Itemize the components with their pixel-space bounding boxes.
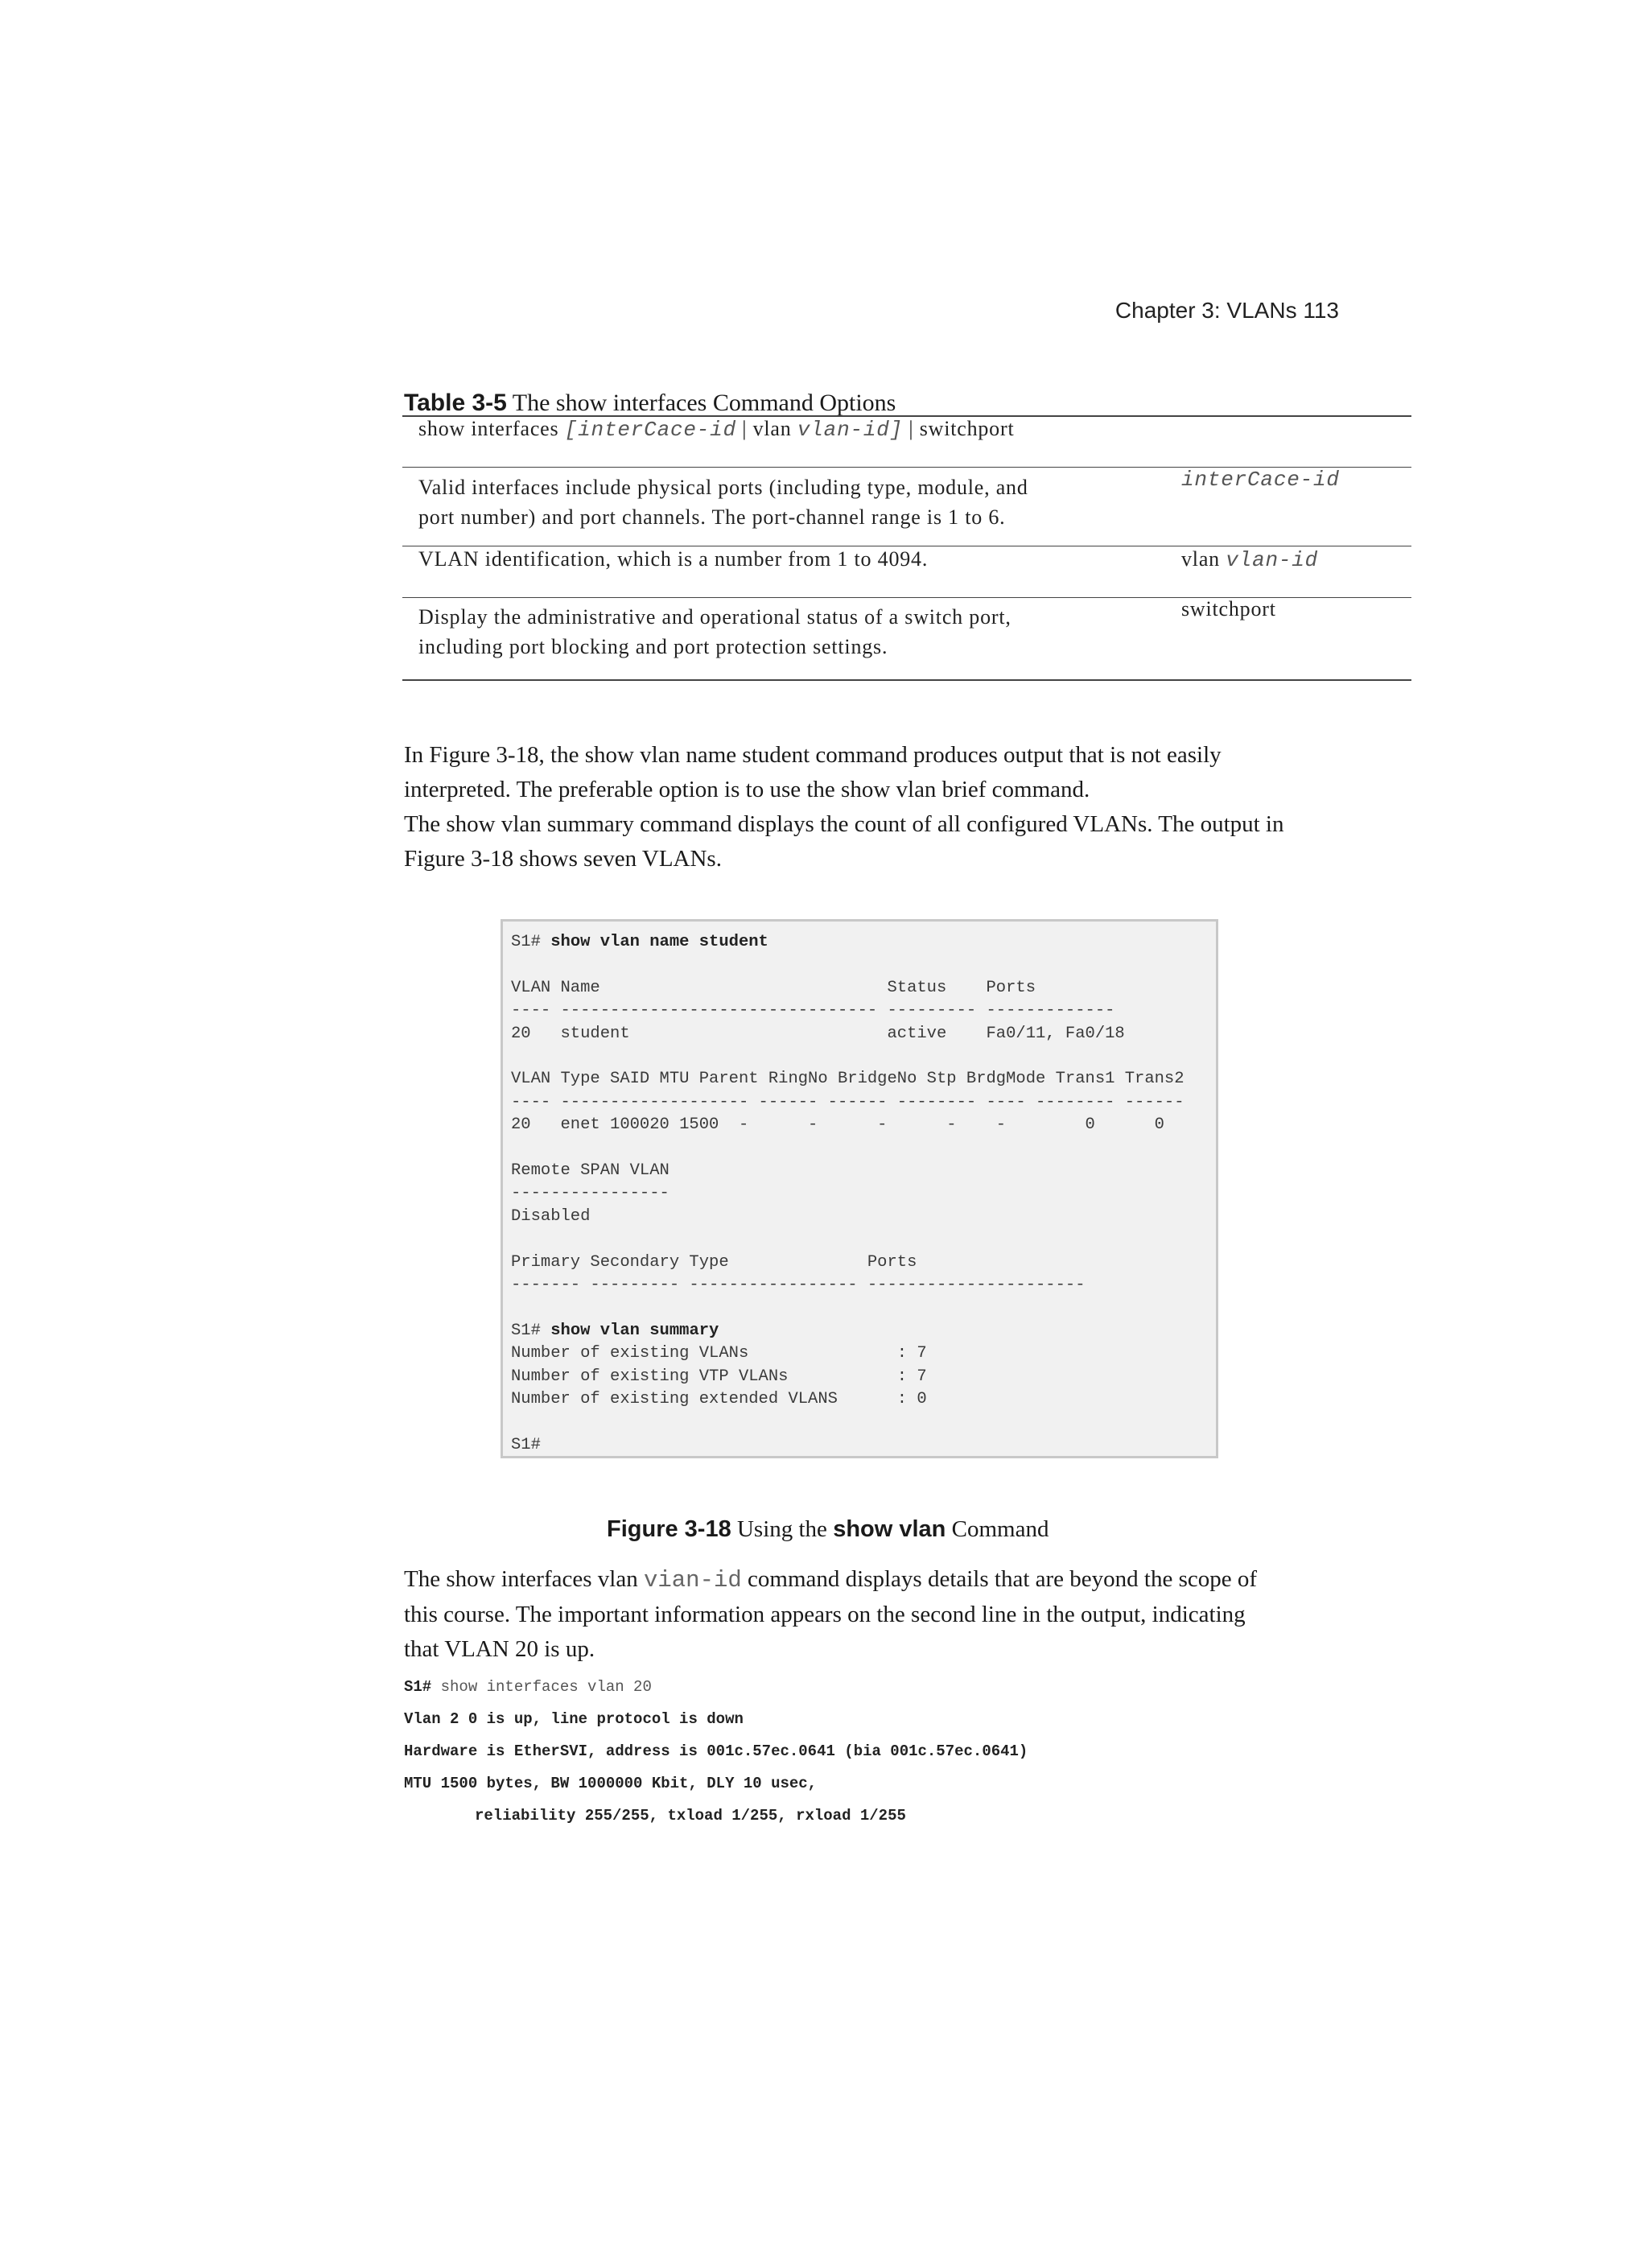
table-bottom-rule xyxy=(402,679,1411,681)
paragraph-line xyxy=(404,1562,1362,1598)
option-part: vlan-id xyxy=(1226,548,1319,572)
paragraph-line: interpreted. The preferable option is to use the show vlan brief command. xyxy=(404,777,1090,802)
syntax-part: vlan-id] xyxy=(797,418,904,442)
terminal-text xyxy=(503,922,1216,1457)
code-line: reliability 255/255, txload 1/255, rxload 1/255 xyxy=(475,1807,906,1825)
paragraph-line: that VLAN 20 is up. xyxy=(404,1636,595,1662)
figure-caption-text: Using the xyxy=(731,1516,834,1542)
table-row-3-description xyxy=(418,602,1143,662)
syntax-part: | vlan xyxy=(735,417,797,440)
figure-terminal-output xyxy=(501,919,1218,1458)
running-head: Chapter 3: VLANs 113 xyxy=(1114,298,1339,323)
table-row-3-option: switchport xyxy=(1181,597,1276,621)
body-paragraph-1 xyxy=(404,738,1362,876)
table-row-1-description xyxy=(418,472,1143,532)
description-line: port number) and port channels. The port-channel range is 1 to 6. xyxy=(418,505,1006,529)
code-line: MTU 1500 bytes, BW 1000000 Kbit, DLY 10 usec, xyxy=(404,1775,818,1792)
table-caption xyxy=(404,390,896,417)
code-line: Vlan 2 0 is up, line protocol is down xyxy=(404,1710,744,1728)
code-line xyxy=(404,1678,652,1696)
terminal-prompt: S1# xyxy=(511,1321,551,1340)
figure-caption-command: show vlan xyxy=(833,1516,946,1542)
syntax-part: | switchport xyxy=(903,417,1015,440)
paragraph-line: The show vlan summary command displays the count of all configured VLANs. The output in xyxy=(404,811,1284,837)
table-caption-text: The show interfaces Command Options xyxy=(506,390,896,416)
terminal-prompt: S1# xyxy=(511,933,551,951)
terminal-command: show vlan summary xyxy=(550,1321,719,1340)
table-caption-label: Table 3-5 xyxy=(404,390,507,416)
option-part: vlan xyxy=(1181,547,1226,571)
figure-caption-text: Command xyxy=(946,1516,1049,1542)
paragraph-text: command displays details that are beyond the scope of xyxy=(741,1566,1258,1592)
syntax-part: [interCace-id xyxy=(564,418,736,442)
body-paragraph-2 xyxy=(404,1562,1362,1667)
figure-caption-label: Figure 3-18 xyxy=(607,1516,731,1542)
table-row-2-description: VLAN identification, which is a number from 1 to 4094. xyxy=(418,547,929,571)
paragraph-text: The show interfaces vlan xyxy=(404,1566,644,1592)
terminal-output: VLAN Name Status Ports ---- -------------------------------- --------- ------------- 20 student active Fa0/11, Fa0/18 VLAN Type SAID MTU Parent RingNo BridgeNo Stp BrdgMode Trans1 Trans2 ---- ------------------- ------ ------ -------- ---- -------- ------ 20 enet 100020 1500 - - - - - 0 0 Remote SPAN VLAN ---------------- Disabled Primary Secondary Type Ports ------- --------- ----------------- ---------------------- xyxy=(511,978,1184,1295)
terminal-command: show vlan name student xyxy=(550,933,768,951)
terminal-output: Number of existing VLANs : 7 Number of existing VTP VLANs : 7 Number of existing extended VLANS : 0 S1# xyxy=(511,1344,927,1454)
code-prompt: S1# xyxy=(404,1678,432,1696)
table-row-1-option: interCace-id xyxy=(1181,468,1340,492)
paragraph-line: this course. The important information appears on the second line in the output, indicating xyxy=(404,1602,1246,1627)
code-command: show interfaces vlan 20 xyxy=(431,1678,652,1696)
paragraph-line: In Figure 3-18, the show vlan name student command produces output that is not easily xyxy=(404,742,1222,768)
description-line: Valid interfaces include physical ports (including type, module, and xyxy=(418,476,1028,499)
paragraph-line: Figure 3-18 shows seven VLANs. xyxy=(404,846,722,872)
description-line: including port blocking and port protection settings. xyxy=(418,635,888,658)
table-row-2-option xyxy=(1181,544,1318,575)
figure-caption xyxy=(607,1516,1049,1543)
table-syntax xyxy=(418,414,1014,445)
code-line: Hardware is EtherSVI, address is 001c.57ec.0641 (bia 001c.57ec.0641) xyxy=(404,1742,1028,1760)
syntax-part: show interfaces xyxy=(418,417,565,440)
description-line: Display the administrative and operational status of a switch port, xyxy=(418,605,1011,629)
paragraph-code: vian-id xyxy=(643,1567,742,1594)
